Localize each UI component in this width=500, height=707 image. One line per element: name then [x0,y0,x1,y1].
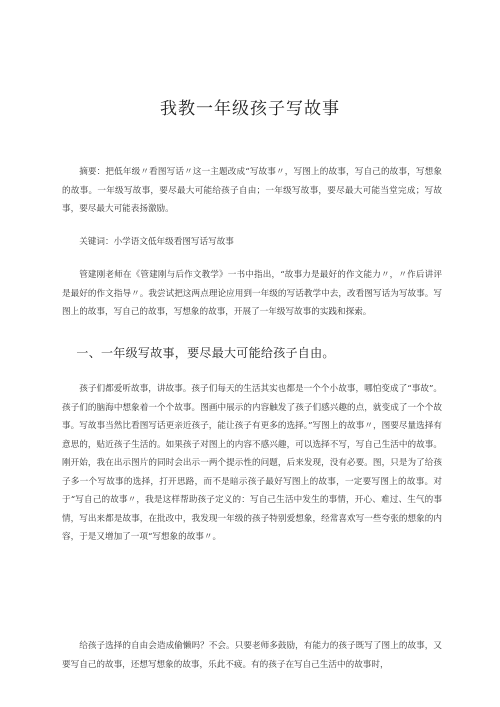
body-paragraph: 给孩子选择的自由会造成偷懒吗？不会。只要老师多鼓励，有能力的孩子既写了图上的故事，又要写自己的故事，还想写想象的故事，乐此不疲。有的孩子在写自己生活中的故事时， [62,641,442,670]
document-title: 我教一年级孩子写故事 [160,99,340,119]
intro-paragraph: 管建刚老师在《管建刚与后作文教学》一书中指出，“故事力是最好的作文能力〃，〃作后讲评是最好的作文指导〃。我尝试把这两点理论应用到一年级的写话教学中去，改看图写话为写故事。写图上的故事，写自己的故事，写想象的故事，开展了一年级写故事的实践和探索。 [62,270,442,317]
abstract-paragraph: 摘要：把低年级〃看图写话〃这一主题改成“写故事〃，写图上的故事，写自己的故事，写想象的故事。一年级写故事，要尽最大可能给孩子自由；一年级写故事，要尽最大可能当堂完成；写故事，要尽最大可能表扬激励。 [62,167,442,214]
keywords-line: 关键词：小学语文低年级看图写话写故事 [79,237,234,247]
body-paragraph: 孩子们都爱听故事，讲故事。孩子们每天的生活其实也都是一个个小故事，哪怕变成了“事故”。孩子们的脑海中想象着一个个故事。图画中展示的内容触发了孩子们感兴趣的点，就变成了一个个故事。写故事当然比看图写话更亲近孩子，能让孩子有更多的选择。”写图上的故事〃，图要尽量选择有意思的，贴近孩子生活的。如果孩子对图上的内容不感兴趣，可以选择不写，写自己生活中的故事。刚开始，我在出示图片的同时会出示一两个提示性的问题，后来发现，没有必要。图，只是为了给孩子多一个写故事的选择，打开思路，而不是暗示孩子最好写图上的故事，一定要写图上的故事。对于“写自己的故事〃，我是这样帮助孩子定义的：写自己生活中发生的事情，开心、难过、生气的事情，写出来都是故事，在批改中，我发现一年级的孩子特别爱想象，经常喜欢写一些夸张的想象的内容，于是又增加了一项“写想象的故事〃。 [62,384,442,542]
section-heading: 一、一年级写故事，要尽最大可能给孩子自由。 [76,346,335,360]
